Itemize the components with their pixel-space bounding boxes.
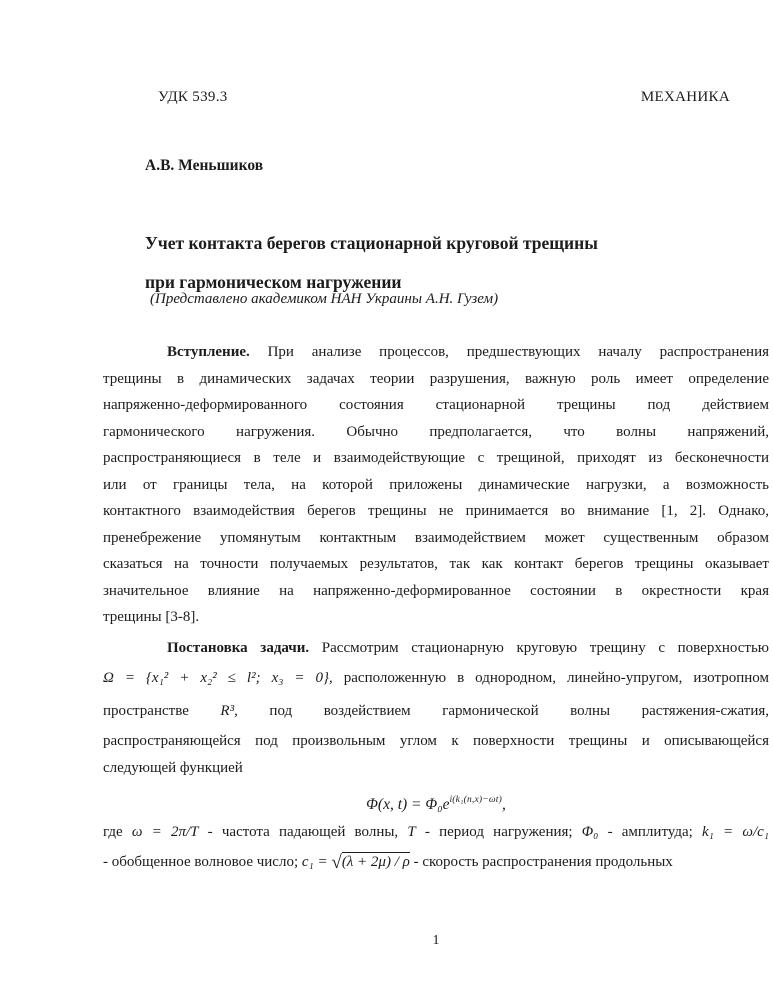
period-symbol: T (407, 824, 416, 840)
crack-surface-formula: Ω = {x₁² + x₂² ≤ l²; x₃ = 0}, (103, 670, 333, 686)
wavenumber-formula: k₁ = ω/c₁ (702, 824, 769, 840)
author-name: А.В. Меньшиков (145, 157, 264, 174)
text-line: следующей функцией (103, 760, 243, 776)
section-label: МЕХАНИКА (640, 89, 730, 105)
problem-paragraph (103, 634, 769, 782)
problem-line3-pre: пространстве (103, 703, 221, 719)
wave-potential-equation (103, 785, 769, 815)
text-line: распространяющиеся в теле и взаимодействующие с трещиной, приходят из бесконечности (103, 450, 769, 466)
article-title-line1: Учет контакта берегов стационарной круговой трещины (145, 233, 598, 253)
radicand-expression: (λ + 2μ) / ρ (341, 854, 410, 870)
space-r3-symbol: R³, (220, 703, 238, 719)
text-line (103, 846, 769, 879)
velocity-symbol: c₁ = (301, 854, 332, 870)
text-line: пренебрежение упомянутым контактным взаимодействием может существенным образом (103, 529, 769, 546)
equation-base: Φ(x, t) = Φ₀e (366, 796, 450, 813)
intro-lead: Вступление. (167, 344, 250, 360)
text-line: трещины [3-8]. (103, 609, 200, 625)
where-text-3: - амплитуда; (598, 824, 702, 840)
udc-code: УДК 539.3 (158, 89, 228, 105)
equation-exponent: i(k₁(n,x)−ωt) (449, 795, 502, 805)
text-line: трещины в динамических задачах теории разрушения, важную роль имеет определение (103, 370, 769, 387)
text-line: контактного взаимодействия берегов трещины не принимается во внимание [1, 2]. Однако, (103, 503, 769, 519)
text-line (103, 818, 769, 846)
equation-tail: , (501, 796, 506, 813)
radical-sign: √ (331, 852, 342, 873)
text-line: сказаться на точности получаемых результатов, так как контакт берегов трещины оказывает (103, 556, 769, 572)
text-line (103, 634, 769, 662)
text-line: или от границы тела, на которой приложены динамические нагрузки, а возможность (103, 476, 769, 493)
text-line (103, 695, 769, 727)
omega-formula: ω = 2π/T (131, 824, 199, 840)
article-title-line2: при гармоническом нагружении (145, 272, 402, 292)
problem-line2: расположенную в однородном, линейно-упругом, изотропном (332, 670, 769, 686)
intro-line1: При анализе процессов, предшествующих началу распространения (249, 344, 769, 360)
text-line (103, 662, 769, 695)
amplitude-symbol: Φ₀ (581, 824, 599, 840)
problem-line3: под воздействием гармонической волны растяжения-сжатия, (237, 703, 769, 719)
presented-note: (Представлено академиком НАН Украины А.Н. Гузем) (150, 291, 499, 307)
where-text-4: - обобщенное волновое число; (103, 854, 302, 870)
text-line (103, 339, 769, 366)
page-header (0, 89, 773, 109)
page-number: 1 (432, 933, 440, 948)
where-paragraph (103, 818, 769, 879)
where-word: где (103, 824, 132, 840)
text-line: распространяющейся под произвольным углом к поверхности трещины и описывающейся (103, 733, 769, 749)
where-text-2: - период нагружения; (415, 824, 582, 840)
text-line: значительное влияние на напряженно-деформированное состоянии в окрестности края (103, 582, 769, 599)
problem-line1: Рассмотрим стационарную круговую трещину с поверхностью (309, 640, 770, 656)
where-text-5: - скорость распространения продольных (409, 854, 673, 870)
text-line: гармонического нагружения. Обычно предполагается, что волны напряжений, (103, 423, 769, 440)
intro-paragraph (103, 339, 769, 631)
problem-lead: Постановка задачи. (167, 640, 310, 656)
text-line: напряженно-деформированного состояния стационарной трещины под действием (103, 397, 769, 413)
where-text-1: - частота падающей волны, (198, 824, 408, 840)
